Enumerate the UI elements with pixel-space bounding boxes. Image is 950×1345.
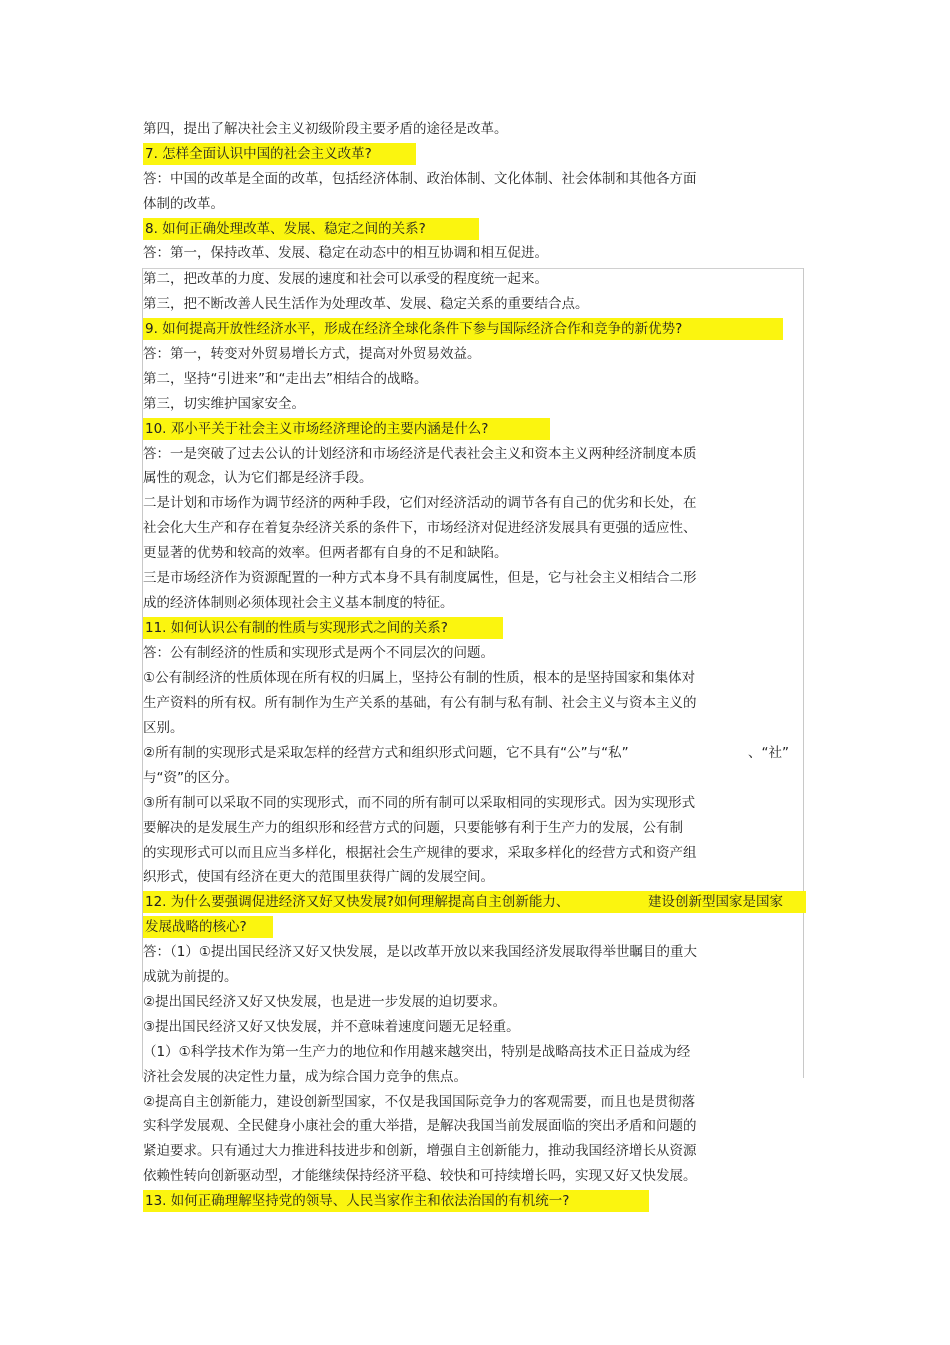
text-line: 济社会发展的决定性力量，成为综合国力竞争的焦点。: [143, 1069, 467, 1085]
text-line: ③提出国民经济又好又快发展，并不意味着速度问题无足轻重。: [143, 1019, 520, 1035]
question-heading: 发展战略的核心?: [143, 916, 273, 938]
text-line: 生产资料的所有权。所有制作为生产关系的基础，有公有制与私有制、社会主义与资本主义的: [143, 695, 697, 711]
text-line: 实科学发展观、全民健身小康社会的重大举措，是解决我国当前发展面临的突出矛盾和问题的: [143, 1118, 697, 1134]
text-line: 第二，坚持“引进来”和“走出去”相结合的战略。: [143, 371, 428, 387]
text-line: 要解决的是发展生产力的组织形和经营方式的问题，只要能够有利于生产力的发展，公有制: [143, 820, 683, 836]
text-line: 三是市场经济作为资源配置的一种方式本身不具有制度属性，但是，它与社会主义相结合二形: [143, 570, 697, 586]
question-heading: 13. 如何正确理解坚持党的领导、人民当家作主和依法治国的有机统一?: [143, 1190, 649, 1212]
text-line: 二是计划和市场作为调节经济的两种手段，它们对经济活动的调节各有自己的优劣和长处，在: [143, 495, 697, 511]
text-line: 与“资”的区分。: [143, 770, 238, 786]
question-heading-continuation: 建设创新型国家是国家: [648, 894, 783, 910]
text-line: 的实现形式可以而且应当多样化，根据社会生产规律的要求，采取多样化的经营方式和资产组: [143, 845, 697, 861]
question-heading: 7. 怎样全面认识中国的社会主义改革?: [143, 143, 416, 165]
text-line: 紧迫要求。只有通过大力推进科技进步和创新，增强自主创新能力，推动我国经济增长从资源: [143, 1143, 697, 1159]
text-line: 答：第一，保持改革、发展、稳定在动态中的相互协调和相互促进。: [143, 245, 548, 261]
text-line: 属性的观念，认为它们都是经济手段。: [143, 470, 373, 486]
text-line: 区别。: [143, 720, 184, 736]
text-line: 答：中国的改革是全面的改革，包括经济体制、政治体制、文化体制、社会体制和其他各方面: [143, 171, 697, 187]
question-heading: 12. 为什么要强调促进经济又好又快发展?如何理解提高自主创新能力、: [143, 891, 806, 913]
text-line: 更显著的优势和较高的效率。但两者都有自身的不足和缺陷。: [143, 545, 508, 561]
text-line: 社会化大生产和存在着复杂经济关系的条件下，市场经济对促进经济发展具有更强的适应性、: [143, 520, 697, 536]
text-line: 成的经济体制则必须体现社会主义基本制度的特征。: [143, 595, 454, 611]
text-line: ③所有制可以采取不同的实现形式，而不同的所有制可以采取相同的实现形式。因为实现形式: [143, 795, 696, 811]
text-line: 成就为前提的。: [143, 969, 238, 985]
text-line: 第二，把改革的力度、发展的速度和社会可以承受的程度统一起来。: [143, 271, 548, 287]
text-line: 答：一是突破了过去公认的计划经济和市场经济是代表社会主义和资本主义两种经济制度本质: [143, 446, 697, 462]
text-line: 第三，切实维护国家安全。: [143, 396, 305, 412]
question-heading: 8. 如何正确处理改革、发展、稳定之间的关系?: [143, 218, 479, 240]
text-line: 答：第一，转变对外贸易增长方式，提高对外贸易效益。: [143, 346, 481, 362]
text-line: ①公有制经济的性质体现在所有权的归属上，坚持公有制的性质，根本的是坚持国家和集体对: [143, 670, 696, 686]
text-line: 第三，把不断改善人民生活作为处理改革、发展、稳定关系的重要结合点。: [143, 296, 589, 312]
question-heading: 11. 如何认识公有制的性质与实现形式之间的关系?: [143, 617, 503, 639]
text-line: 答：（1）①提出国民经济又好又快发展，是以改革开放以来我国经济发展取得举世瞩目的重大: [143, 944, 697, 960]
question-heading: 9. 如何提高开放性经济水平，形成在经济全球化条件下参与国际经济合作和竞争的新优势?: [143, 318, 783, 340]
page-frame-right: [803, 268, 804, 1078]
text-line: 答：公有制经济的性质和实现形式是两个不同层次的问题。: [143, 645, 494, 661]
text-line-continuation: 、“社”: [748, 745, 789, 761]
text-line: ②提出国民经济又好又快发展，也是进一步发展的迫切要求。: [143, 994, 507, 1010]
text-line: 体制的改革。: [143, 196, 224, 212]
text-line: 织形式，使国有经济在更大的范围里获得广阔的发展空间。: [143, 869, 494, 885]
text-line: ②所有制的实现形式是采取怎样的经营方式和组织形式问题，它不具有“公”与“私”: [143, 745, 629, 761]
text-line: ②提高自主创新能力，建设创新型国家，不仅是我国国际竞争力的客观需要，而且也是贯彻落: [143, 1094, 696, 1110]
text-line: 依赖性转向创新驱动型，才能继续保持经济平稳、较快和可持续增长吗，实现又好又快发展。: [143, 1168, 697, 1184]
text-line: （1）①科学技术作为第一生产力的地位和作用越来越突出，特别是战略高技术正日益成为经: [143, 1044, 691, 1060]
question-heading: 10. 邓小平关于社会主义市场经济理论的主要内涵是什么?: [143, 418, 550, 440]
text-line: 第四，提出了解决社会主义初级阶段主要矛盾的途径是改革。: [143, 121, 508, 137]
